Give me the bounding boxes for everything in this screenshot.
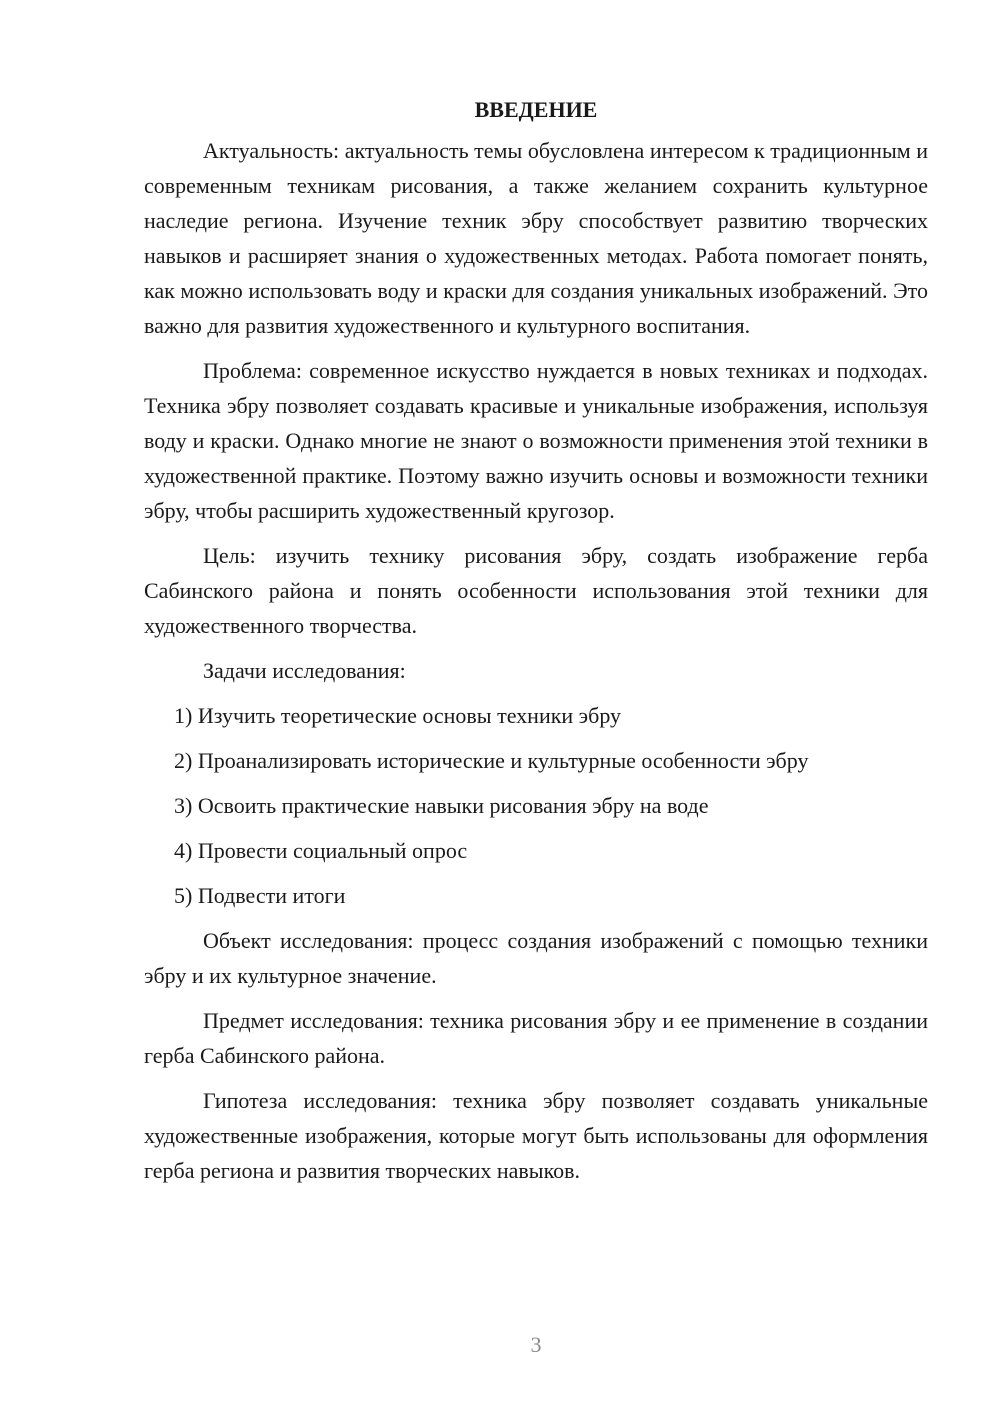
section-title: ВВЕДЕНИЕ xyxy=(474,97,598,122)
tasks-heading: Задачи исследования: xyxy=(203,658,406,683)
relevance-paragraph: Актуальность: актуальность темы обусловлена интересом к традиционным и современным техникам рисования, а также желанием сохранить культурное наследие региона. Изучение техник эбру способствует развитию творческих навыков и расширяет знания о художественных методах. Работа помогает понять, как можно использовать воду и краски для создания уникальных изображений. Это важно для развития художественного и культурного воспитания. xyxy=(144,138,928,338)
task-item: 2) Проанализировать исторические и культурные особенности эбру xyxy=(174,748,809,773)
goal-paragraph: Цель: изучить технику рисования эбру, создать изображение герба Сабинского района и понять особенности использования этой техники для художественного творчества. xyxy=(144,543,928,638)
task-item: 5) Подвести итоги xyxy=(174,883,346,908)
page-number: 3 xyxy=(530,1332,542,1357)
problem-paragraph: Проблема: современное искусство нуждается в новых техниках и подходах. Техника эбру позволяет создавать красивые и уникальные изображения, используя воду и краски. Однако многие не знают о возможности применения этой техники в художественной практике. Поэтому важно изучить основы и возможности техники эбру, чтобы расширить художественный кругозор. xyxy=(144,358,928,523)
task-item: 1) Изучить теоретические основы техники эбру xyxy=(174,703,622,728)
object-paragraph: Объект исследования: процесс создания изображений с помощью техники эбру и их культурное значение. xyxy=(144,928,928,988)
subject-paragraph: Предмет исследования: техника рисования эбру и ее применение в создании герба Сабинского района. xyxy=(144,1008,928,1068)
document-page xyxy=(144,92,928,1198)
hypothesis-paragraph: Гипотеза исследования: техника эбру позволяет создавать уникальные художественные изображения, которые могут быть использованы для оформления герба региона и развития творческих навыков. xyxy=(144,1088,928,1183)
task-item: 4) Провести социальный опрос xyxy=(174,838,468,863)
tasks-list xyxy=(144,698,928,913)
task-item: 3) Освоить практические навыки рисования эбру на воде xyxy=(174,793,709,818)
